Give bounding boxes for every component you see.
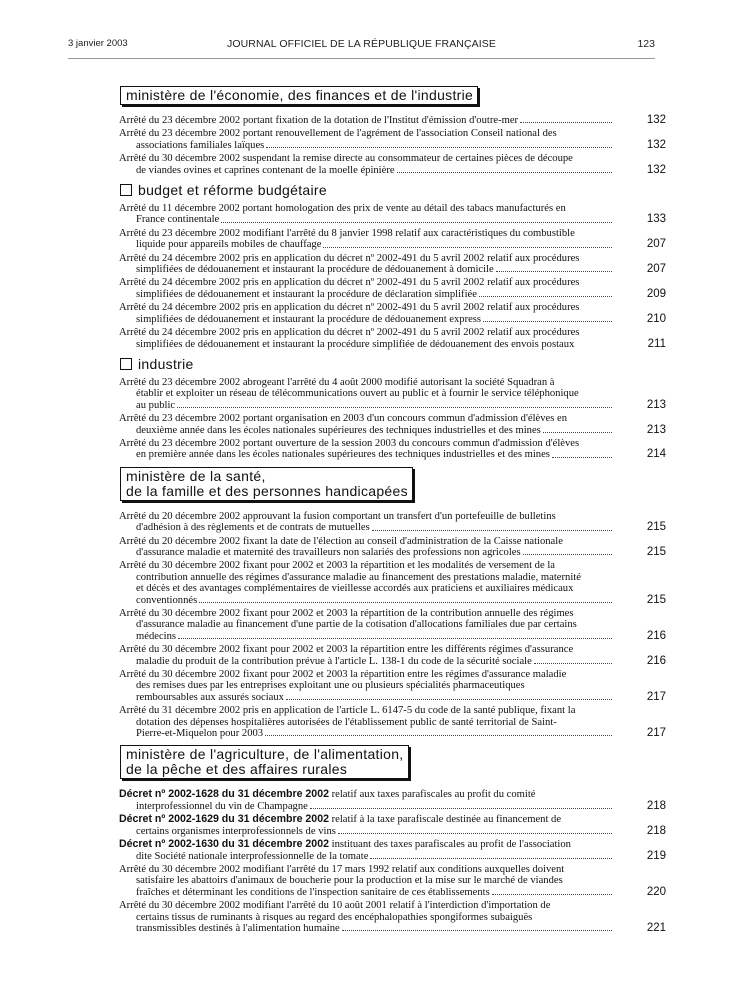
ministry-heading — [120, 86, 478, 105]
dot-leader — [520, 122, 612, 123]
entry-text: des remises dues par les entreprises exploitant une ou plusieurs spécialités pharmaceutiques — [136, 680, 525, 692]
ministry-block — [119, 467, 668, 740]
ministry-heading — [120, 745, 409, 779]
entry-text-line — [119, 438, 614, 449]
entry-text-line — [119, 302, 614, 313]
dot-leader — [265, 735, 612, 736]
entry-last-line — [119, 115, 614, 126]
entry-text: simplifiées de dédouanement et instaurant la procédure de déclaration simplifiée — [136, 288, 477, 300]
page-reference: 132 — [646, 163, 666, 176]
entry-text: remboursables aux assurés sociaux — [136, 691, 284, 703]
toc-entry[interactable] — [119, 511, 668, 534]
ministry-heading — [120, 467, 413, 501]
ministry-heading-line: de la famille et des personnes handicapées — [126, 482, 408, 499]
entry-last-line — [119, 631, 614, 642]
entry-text: d'assurance maladie au financement d'une partie de la cotisation d'allocations familiales due par certains — [136, 619, 577, 631]
entry-text: au public — [136, 399, 176, 411]
entry-last-line — [119, 851, 614, 862]
dot-leader — [534, 663, 612, 664]
page-reference: 217 — [646, 727, 666, 740]
entry-text: Arrêté du 30 décembre 2002 fixant pour 2002 et 2003 la répartition entre les différents régimes d'assurance — [119, 644, 574, 656]
entry-text: Arrêté du 23 décembre 2002 portant fixation de la dotation de l'Institut d'émission d'outre-mer — [119, 115, 519, 126]
entry-text: Arrêté du 23 décembre 2002 portant renouvellement de l'agrément de l'association Conseil national des — [119, 128, 557, 140]
dot-leader — [397, 172, 612, 173]
page-reference: 133 — [646, 213, 666, 226]
entry-text: dite Société nationale interprofessionnelle de la tomate — [136, 850, 369, 862]
toc-entry[interactable] — [119, 789, 668, 812]
toc-entry[interactable] — [119, 228, 668, 251]
entry-text: Arrêté du 23 décembre 2002 portant organisation en 2003 d'un concours commun d'admission d'élèves en — [119, 413, 568, 425]
toc-entry[interactable] — [119, 413, 668, 436]
section-block — [119, 182, 668, 350]
checkbox-square-icon — [120, 358, 132, 370]
dot-leader — [342, 930, 612, 931]
entry-text: Arrêté du 24 décembre 2002 pris en application du décret nº 2002-491 du 5 avril 2002 relatif aux procédures — [119, 327, 580, 339]
entry-text: simplifiées de dédouanement et instaurant la procédure de dédouanement express — [136, 313, 482, 325]
ministry-heading-line: ministère de la santé, — [126, 467, 266, 484]
toc-entry[interactable] — [119, 302, 668, 325]
entry-text-line — [119, 536, 614, 547]
page-reference: 213 — [646, 423, 666, 436]
entry-text-line — [119, 511, 614, 522]
entry-text: certains tissus de ruminants à risques au regard des encéphalopathies spongiformes subaiguës — [136, 911, 533, 923]
entry-text-line — [119, 680, 614, 691]
page-reference: 218 — [646, 824, 666, 837]
entry-text: fraîches et déterminant les conditions de l'inspection sanitaire de ces établissements — [136, 886, 490, 898]
toc-entry[interactable] — [119, 669, 668, 703]
entry-text-line — [119, 789, 614, 800]
dot-leader — [552, 457, 612, 458]
entry-text: Arrêté du 24 décembre 2002 pris en application du décret nº 2002-491 du 5 avril 2002 relatif aux procédures — [119, 277, 580, 289]
entry-text: en première année dans les écoles nationales supérieures des techniques industrielles et des mines — [136, 449, 550, 461]
entry-text: transmissibles destinés à l'alimentation humaine — [136, 922, 340, 934]
entry-last-line — [119, 264, 614, 275]
entry-text-line — [119, 327, 614, 338]
page-reference: 217 — [646, 690, 666, 703]
page-reference: 210 — [646, 312, 666, 325]
entry-text: liquide pour appareils mobiles de chauffage — [136, 239, 322, 251]
entry-text: contribution annuelle des régimes d'assurance maladie au financement des prestations maladie, maternité — [136, 571, 581, 583]
page-reference: 207 — [646, 263, 666, 276]
entry-text: Arrêté du 30 décembre 2002 fixant pour 2002 et 2003 la répartition de la contribution annuelle des régimes — [119, 608, 574, 619]
ministry-block — [119, 86, 668, 176]
table-of-contents — [119, 86, 668, 936]
toc-entry[interactable] — [119, 327, 668, 350]
entry-last-line — [119, 887, 614, 898]
dot-leader — [286, 699, 612, 700]
entry-last-line — [119, 547, 614, 558]
entry-text-line — [119, 253, 614, 264]
entry-text-line — [119, 413, 614, 424]
journal-title: JOURNAL OFFICIEL DE LA RÉPUBLIQUE FRANÇAISE — [227, 38, 496, 50]
page-reference: 207 — [646, 238, 666, 251]
entry-text: Arrêté du 30 décembre 2002 suspendant la remise directe au consommateur de certaines pièces de découpe — [119, 153, 573, 165]
entry-text-line — [119, 669, 614, 680]
entry-last-line — [119, 314, 614, 325]
ministry-heading-line: ministère de l'économie, des finances et de l'industrie — [126, 87, 474, 103]
page-reference: 215 — [646, 545, 666, 558]
entry-text: Arrêté du 23 décembre 2002 abrogeant l'arrêté du 4 août 2000 modifié autorisant la société Squadran à — [119, 376, 555, 388]
toc-entry[interactable] — [119, 608, 668, 642]
section-block — [119, 356, 668, 461]
toc-entry[interactable] — [119, 277, 668, 300]
toc-entry[interactable] — [119, 153, 668, 176]
page-reference: 215 — [646, 521, 666, 534]
entry-text: simplifiées de dédouanement et instaurant la procédure de dédouanement à domicile — [136, 264, 494, 276]
entry-last-line — [119, 339, 614, 350]
dot-leader — [310, 808, 612, 809]
entry-text: Arrêté du 23 décembre 2002 modifiant l'arrêté du 8 janvier 1998 relatif aux caractéristiques du combustible — [119, 227, 575, 239]
entry-text-line — [119, 717, 614, 728]
entry-text: relatif à la taxe parafiscale destinée au financement de — [328, 814, 562, 826]
toc-entry[interactable] — [119, 864, 668, 898]
ministry-heading-line: ministère de l'agriculture, de l'alimentation, — [126, 746, 404, 763]
entry-text-line — [119, 912, 614, 923]
entry-last-line — [119, 140, 614, 151]
entry-text: Arrêté du 30 décembre 2002 fixant pour 2002 et 2003 la répartition et les modalités de versement de la — [119, 560, 555, 572]
page-reference: 216 — [646, 629, 666, 642]
entry-text: interprofessionnel du vin de Champagne — [136, 800, 308, 812]
running-header — [68, 38, 655, 52]
dot-leader — [479, 296, 612, 297]
dot-leader — [523, 554, 612, 555]
entry-text-line — [119, 864, 614, 875]
entry-last-line — [119, 400, 614, 411]
entry-last-line — [119, 425, 614, 436]
entry-text: conventionnés — [136, 594, 198, 606]
entry-text: France continentale — [136, 214, 220, 226]
entry-text: de viandes ovines et caprines contenant de la moelle épinière — [136, 164, 395, 176]
entry-text-line — [119, 203, 614, 214]
entry-text: Arrêté du 20 décembre 2002 approuvant la fusion comportant un transfert d'un portefeuille de bulletins — [119, 510, 556, 522]
section-heading — [120, 356, 668, 372]
entry-text: instituant des taxes parafiscales au profit de l'association — [328, 839, 571, 851]
entry-text: Arrêté du 23 décembre 2002 portant ouverture de la session 2003 du concours commun d'admission d'élèves — [119, 437, 580, 449]
entry-text: d'assurance maladie et maternité des travailleurs non salariés des professions non agricoles — [136, 546, 521, 558]
toc-entry[interactable] — [119, 203, 668, 226]
header-divider — [68, 58, 655, 59]
section-heading — [120, 182, 668, 198]
page-reference: 213 — [646, 398, 666, 411]
entry-text-line — [119, 619, 614, 630]
entry-text-line — [119, 560, 614, 571]
page-reference: 132 — [646, 114, 666, 126]
entry-text-line — [119, 277, 614, 288]
page-reference: 215 — [646, 593, 666, 606]
page-reference: 214 — [646, 448, 666, 461]
decree-reference: Décret nº 2002-1628 du 31 décembre 2002 — [119, 788, 329, 801]
toc-entry[interactable] — [119, 900, 668, 934]
dot-leader — [372, 530, 612, 531]
entry-text: d'adhésion à des règlements et de contrats de mutuelles — [136, 522, 370, 534]
entry-text: Arrêté du 24 décembre 2002 pris en application du décret nº 2002-491 du 5 avril 2002 relatif aux procédures — [119, 252, 580, 264]
entry-text-line — [119, 388, 614, 399]
dot-leader — [199, 602, 612, 603]
dot-leader — [177, 407, 612, 408]
toc-entry[interactable] — [119, 839, 668, 862]
entry-text: Arrêté du 30 décembre 2002 fixant pour 2002 et 2003 la répartition entre les régimes d'assurance maladie — [119, 669, 567, 681]
entry-text: satisfaire les abattoirs d'animaux de boucherie pour la production et la mise sur le marché de viandes — [136, 875, 563, 887]
entry-text-line — [119, 900, 614, 911]
entry-text: Arrêté du 24 décembre 2002 pris en application du décret nº 2002-491 du 5 avril 2002 relatif aux procédures — [119, 302, 580, 314]
decree-reference: Décret nº 2002-1630 du 31 décembre 2002 — [119, 838, 329, 851]
ministry-block — [119, 745, 668, 934]
entry-text-line — [119, 644, 614, 655]
toc-entry[interactable] — [119, 128, 668, 151]
entry-text: Arrêté du 11 décembre 2002 portant homologation des prix de vente au détail des tabacs manufacturés en — [119, 203, 566, 215]
page-reference: 209 — [646, 287, 666, 300]
header-page-number: 123 — [637, 38, 655, 50]
entry-last-line — [119, 801, 614, 812]
page-reference: 221 — [646, 921, 666, 934]
entry-text-line — [119, 583, 614, 594]
toc-entry[interactable] — [119, 377, 668, 411]
entry-text-line — [119, 875, 614, 886]
page-reference: 211 — [647, 337, 666, 350]
toc-entry[interactable] — [119, 115, 668, 126]
toc-entry[interactable] — [119, 644, 668, 667]
entry-text: simplifiées de dédouanement et instaurant la procédure simplifiée de dédouanement des envois postaux — [136, 338, 575, 350]
entry-last-line — [119, 165, 614, 176]
dot-leader — [483, 321, 612, 322]
entry-text: maladie du produit de la contribution prévue à l'article L. 138-1 du code de la sécurité sociale — [136, 655, 532, 667]
entry-text: établir et exploiter un réseau de télécommunications ouvert au public et à fournir le service téléphonique — [136, 388, 579, 400]
toc-entry[interactable] — [119, 705, 668, 739]
toc-entry[interactable] — [119, 253, 668, 276]
entry-last-line — [119, 656, 614, 667]
entry-last-line — [119, 522, 614, 533]
entry-last-line — [119, 239, 614, 250]
dot-leader — [323, 247, 612, 248]
section-heading-text: budget et réforme budgétaire — [138, 182, 327, 199]
page-reference: 132 — [646, 138, 666, 151]
toc-entry[interactable] — [119, 438, 668, 461]
entry-text: deuxième année dans les écoles nationales supérieures des techniques industrielles et des mines — [136, 424, 541, 436]
entry-text-line — [119, 814, 614, 825]
dot-leader — [492, 894, 612, 895]
ministry-heading-line: de la pêche et des affaires rurales — [126, 761, 348, 778]
entry-text-line — [119, 839, 614, 850]
page-reference: 220 — [646, 885, 666, 898]
entry-text-line — [119, 377, 614, 388]
entry-text: Arrêté du 30 décembre 2002 modifiant l'arrêté du 17 mars 1992 relatif aux conditions auxquelles doivent — [119, 863, 565, 875]
entry-last-line — [119, 595, 614, 606]
entry-last-line — [119, 692, 614, 703]
toc-entry[interactable] — [119, 536, 668, 559]
entry-text: certains organismes interprofessionnels de vins — [136, 825, 336, 837]
entry-text-line — [119, 608, 614, 619]
entry-last-line — [119, 923, 614, 934]
entry-text: dotation des dépenses hospitalières autorisées de l'établissement public de santé territorial de Saint- — [136, 716, 557, 728]
entry-text-line — [119, 128, 614, 139]
decree-reference: Décret nº 2002-1629 du 31 décembre 2002 — [119, 813, 329, 826]
dot-leader — [266, 147, 612, 148]
dot-leader — [496, 271, 612, 272]
dot-leader — [221, 222, 612, 223]
dot-leader — [178, 638, 612, 639]
header-date: 3 janvier 2003 — [68, 38, 128, 49]
section-heading-text: industrie — [138, 355, 194, 372]
entry-text: associations familiales laïques — [136, 139, 265, 151]
entry-last-line — [119, 449, 614, 460]
entry-text-line — [119, 228, 614, 239]
entry-text-line — [119, 705, 614, 716]
entry-text-line — [119, 153, 614, 164]
entry-text: Arrêté du 30 décembre 2002 modifiant l'arrêté du 10 août 2001 relatif à l'interdiction d'importation de — [119, 900, 551, 912]
entry-text: Pierre-et-Miquelon pour 2003 — [136, 728, 264, 740]
toc-entry[interactable] — [119, 560, 668, 606]
checkbox-square-icon — [120, 184, 132, 196]
entry-text: médecins — [136, 630, 177, 642]
page-reference: 216 — [646, 654, 666, 667]
dot-leader — [543, 432, 612, 433]
entry-text: Arrêté du 31 décembre 2002 pris en application de l'article L. 6147-5 du code de la santé publique, fixant la — [119, 705, 576, 717]
entry-last-line — [119, 728, 614, 739]
page-reference: 219 — [646, 849, 666, 862]
dot-leader — [370, 858, 612, 859]
toc-entry[interactable] — [119, 814, 668, 837]
entry-last-line — [119, 289, 614, 300]
entry-text: et décès et des avantages complémentaires de vieillesse accordés aux praticiens et auxiliaires médicaux — [136, 583, 574, 595]
dot-leader — [338, 833, 612, 834]
entry-last-line — [119, 826, 614, 837]
entry-text: Arrêté du 20 décembre 2002 fixant la date de l'élection au conseil d'administration de la Caisse nationale — [119, 535, 563, 547]
entry-text-line — [119, 572, 614, 583]
entry-last-line — [119, 214, 614, 225]
page-reference: 218 — [646, 799, 666, 812]
entry-text: relatif aux taxes parafiscales au profit du comité — [328, 789, 536, 801]
